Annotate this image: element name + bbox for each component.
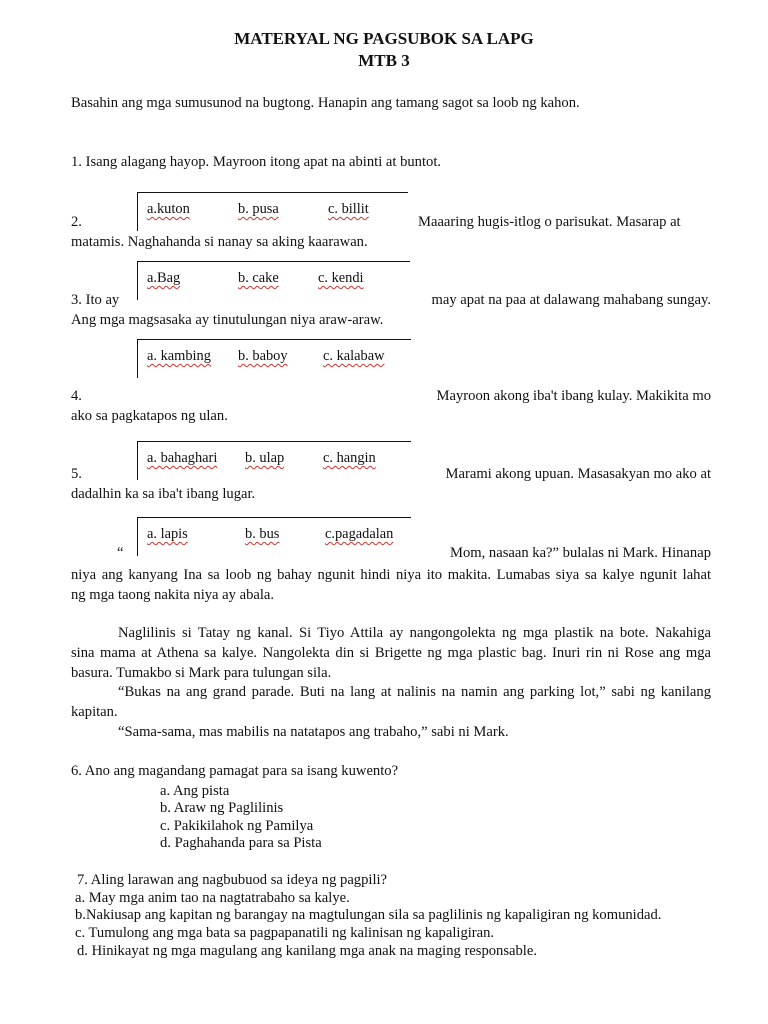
story-paragraph-2-line-2: sina mama at Athena sa kalye. Nangolekta din si Brigette ng mga plastic bag. Inuri rin ni Rose ang mga — [71, 645, 711, 661]
question-2-text: Maaaring hugis-itlog o parisukat. Masarap at — [418, 214, 681, 230]
story-paragraph-2-line-1: Naglilinis si Tatay ng kanal. Si Tiyo Attila ay nangongolekta ng mga plastik na bote. Nakahiga — [118, 625, 711, 641]
question-7-choice-c: c. Tumulong ang mga bata sa pagpapanatili ng kalinisan ng kapaligiran. — [75, 925, 495, 941]
story-line-2: niya ang kanyang Ina sa loob ng bahay ngunit hindi niya ito makita. Lumabas siya sa kalye ngunit lahat — [71, 567, 711, 583]
box4-choice-b: b. ulap — [245, 450, 285, 466]
page-title: MATERYAL NG PAGSUBOK SA LAPG — [234, 29, 534, 48]
question-6-choice-d: d. Paghahanda para sa Pista — [160, 835, 322, 851]
question-7-choice-a: a. May mga anim tao na nagtatrabaho sa kalye. — [75, 890, 350, 906]
box2-choice-b: b. cake — [238, 270, 279, 286]
box3-choice-b: b. baboy — [238, 348, 288, 364]
story-paragraph-3-line-1: “Bukas na ang grand parade. Buti na lang at nalinis na namin ang parking lot,” sabi ng kanilang — [118, 684, 711, 700]
instructions: Basahin ang mga sumusunod na bugtong. Hanapin ang tamang sagot sa loob ng kahon. — [71, 95, 580, 111]
box2-choice-c: c. kendi — [318, 270, 364, 286]
question-7-choice-d: d. Hinikayat ng mga magulang ang kanilang mga anak na maging responsable. — [77, 943, 537, 959]
question-2-number: 2. — [71, 214, 82, 230]
question-5-text: Marami akong upuan. Masasakyan mo ako at — [445, 466, 711, 482]
answer-box-3 — [137, 339, 411, 378]
question-6-choice-b: b. Araw ng Paglilinis — [160, 800, 284, 816]
box2-choice-a: a.Bag — [147, 270, 181, 286]
question-3-continued: Ang mga magsasaka ay tinutulungan niya araw-araw. — [71, 312, 384, 328]
answer-box-5 — [137, 517, 411, 556]
story-line-3: ng mga taong nakita niya ay abala. — [71, 587, 275, 603]
question-5-number: 5. — [71, 466, 82, 482]
box5-choice-b: b. bus — [245, 526, 280, 542]
answer-box-2 — [137, 261, 410, 300]
box4-choice-c: c. hangin — [323, 450, 376, 466]
question-7-choice-b: b.Nakiusap ang kapitan ng barangay na magtulungan sila sa paglilinis ng kapaligiran ng komunidad. — [75, 907, 662, 923]
box4-choice-a: a. bahaghari — [147, 450, 218, 466]
box1-choice-c: c. billit — [328, 201, 369, 217]
box5-choice-a: a. lapis — [147, 526, 188, 542]
question-4-text: Mayroon akong iba't ibang kulay. Makikita mo — [436, 388, 711, 404]
question-6-choice-a: a. Ang pista — [160, 783, 230, 799]
story-paragraph-2-line-3: basura. Tumakbo si Mark para tulungan sila. — [71, 665, 332, 681]
question-3-text: may apat na paa at dalawang mahabang sungay. — [431, 292, 711, 308]
box3-choice-a: a. kambing — [147, 348, 211, 364]
question-2-continued: matamis. Naghahanda si nanay sa aking kaarawan. — [71, 234, 368, 250]
box1-choice-b: b. pusa — [238, 201, 279, 217]
question-6-choice-c: c. Pakikilahok ng Pamilya — [160, 818, 314, 834]
question-4-number: 4. — [71, 388, 82, 404]
story-open-quote: “ — [117, 545, 124, 561]
answer-box-1 — [137, 192, 408, 231]
story-paragraph-4: “Sama-sama, mas mabilis na natatapos ang trabaho,” sabi ni Mark. — [118, 724, 509, 740]
story-paragraph-3-line-2: kapitan. — [71, 704, 118, 720]
box3-choice-c: c. kalabaw — [323, 348, 385, 364]
box5-choice-c: c.pagadalan — [325, 526, 394, 542]
question-3-number: 3. Ito ay — [71, 292, 120, 308]
page-subtitle: MTB 3 — [358, 51, 410, 70]
question-4-continued: ako sa pagkatapos ng ulan. — [71, 408, 228, 424]
question-1: 1. Isang alagang hayop. Mayroon itong apat na abinti at buntot. — [71, 154, 442, 170]
question-5-continued: dadalhin ka sa iba't ibang lugar. — [71, 486, 256, 502]
story-line-1: Mom, nasaan ka?” bulalas ni Mark. Hinanap — [450, 545, 711, 561]
answer-box-4 — [137, 441, 411, 480]
box1-choice-a: a.kuton — [147, 201, 190, 217]
question-7: 7. Aling larawan ang nagbubuod sa ideya ng pagpili? — [77, 872, 388, 888]
question-6: 6. Ano ang magandang pamagat para sa isang kuwento? — [71, 763, 399, 779]
